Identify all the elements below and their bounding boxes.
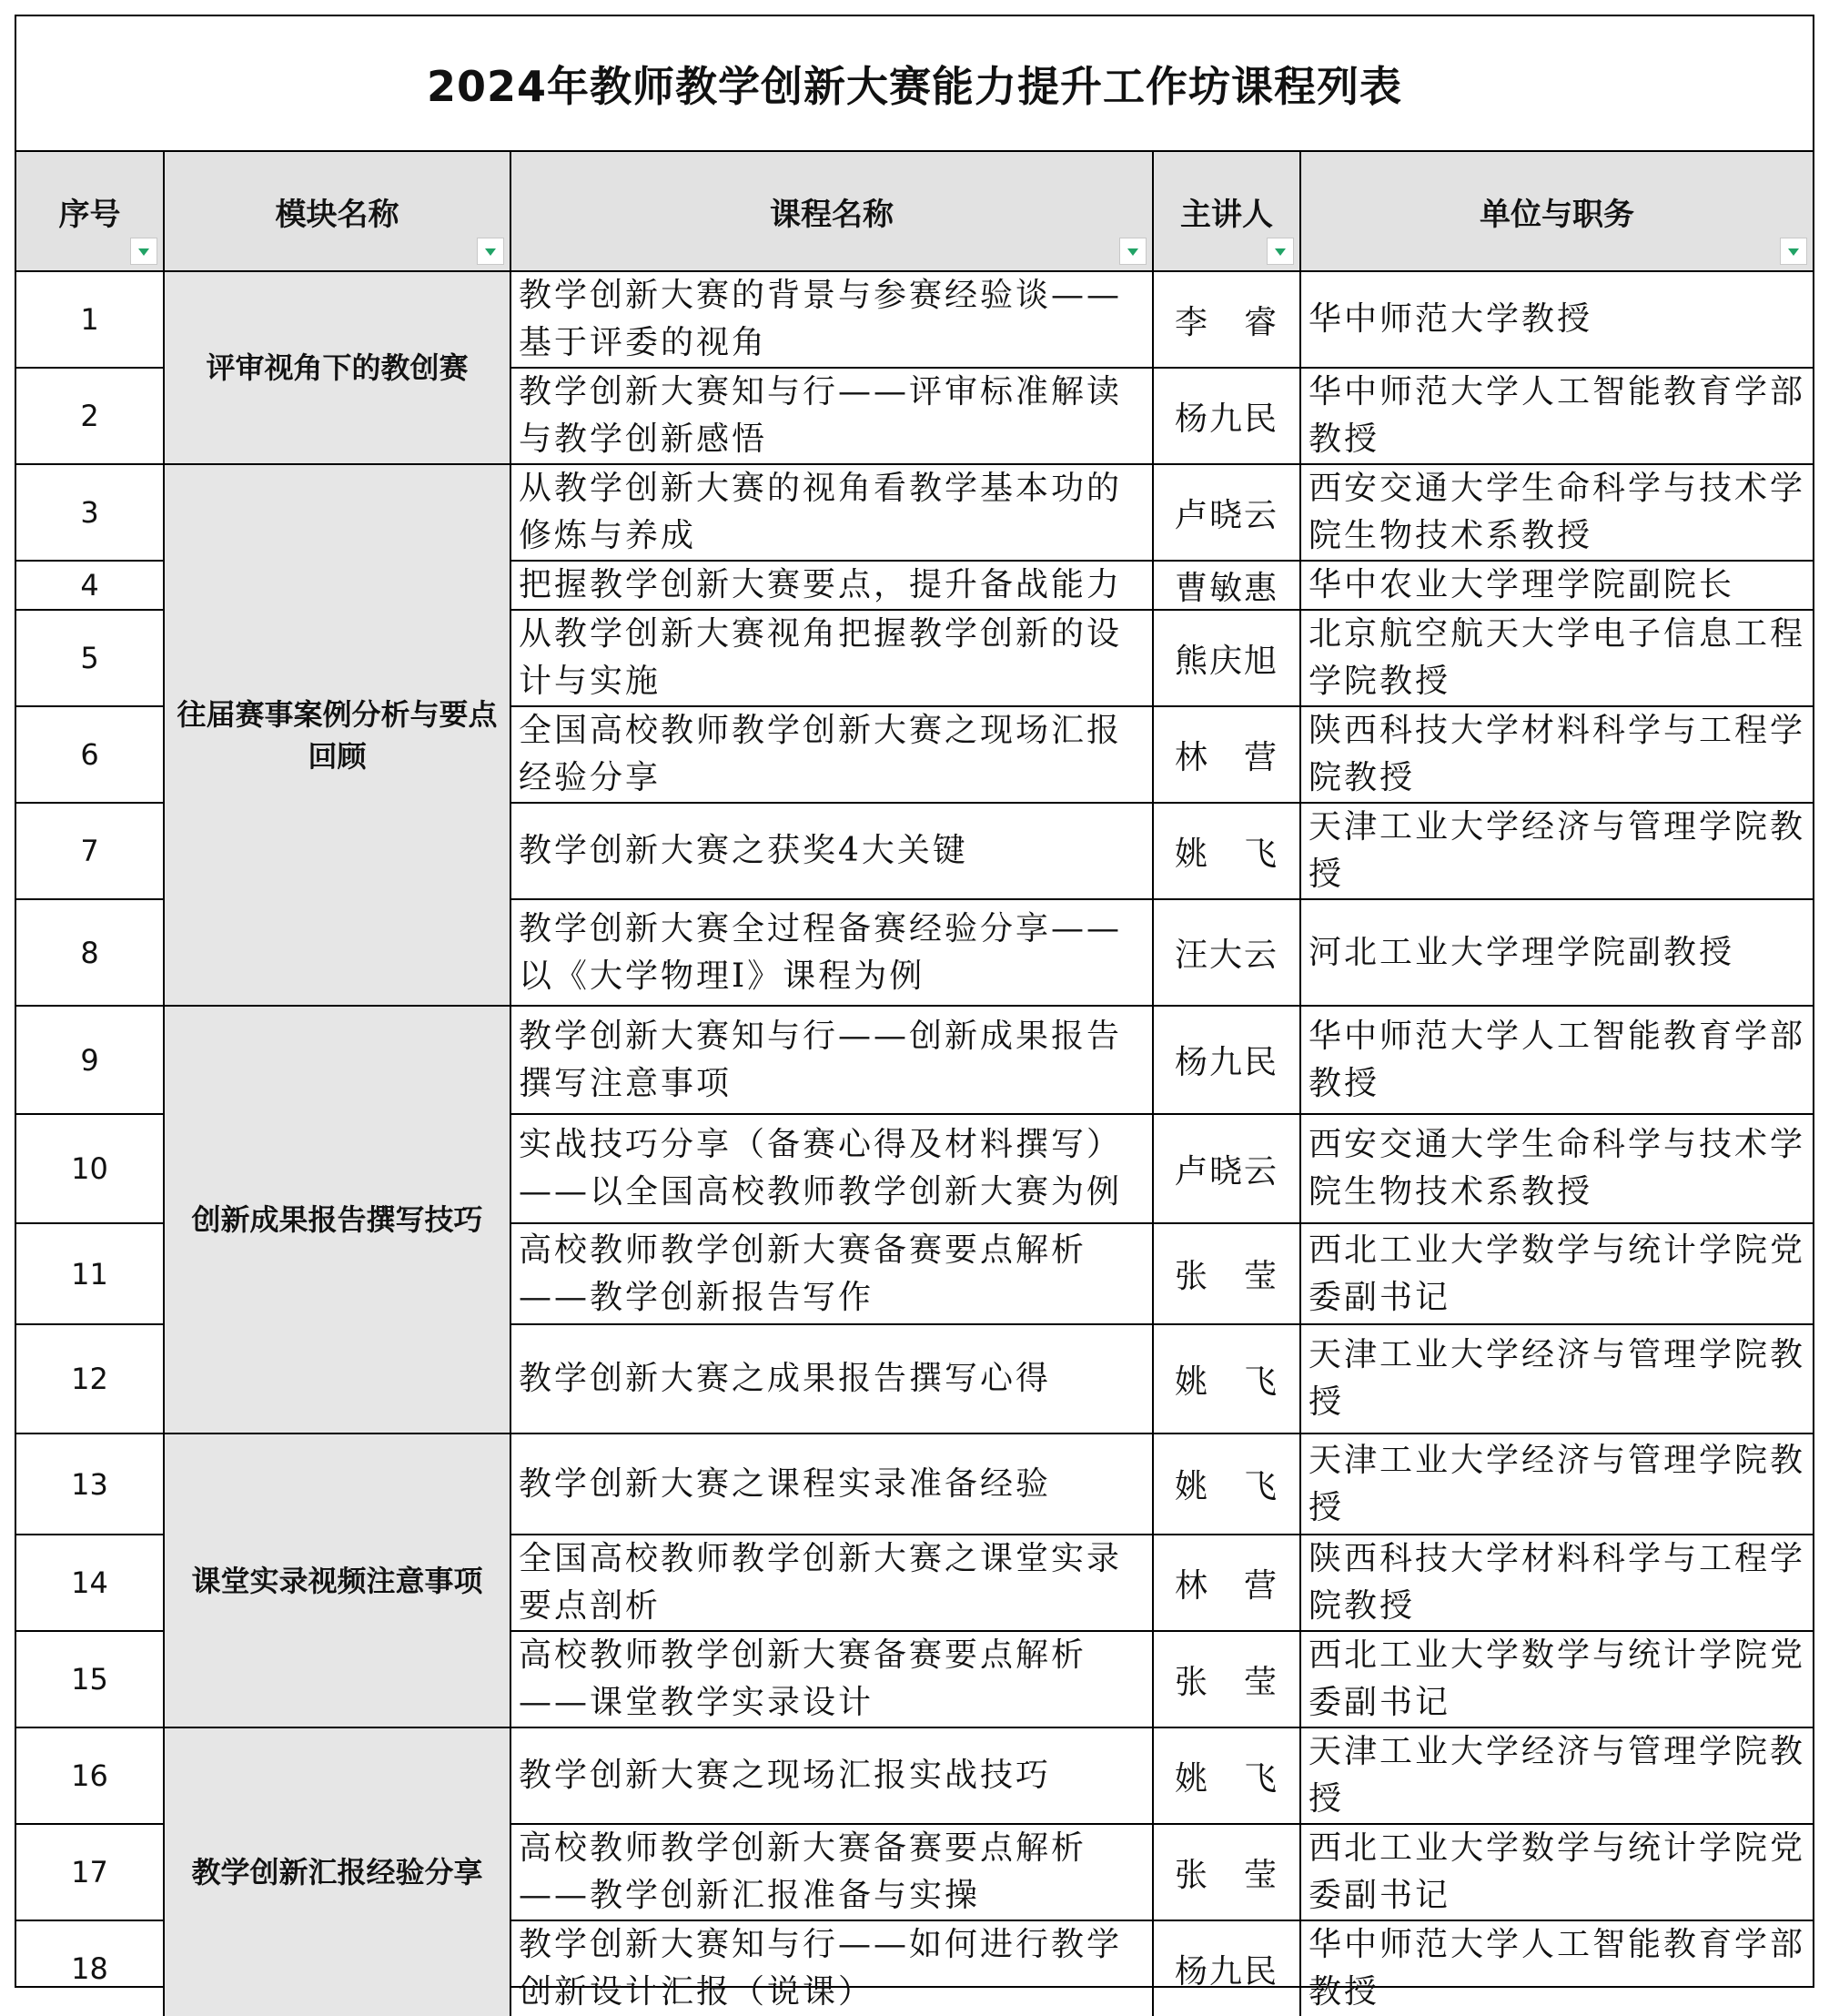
filter-dropdown-icon[interactable] [1267,238,1294,265]
unit-cell: 华中师范大学人工智能教育学部教授 [1300,368,1813,464]
lecturer-cell: 张 莹 [1153,1631,1300,1727]
course-cell: 教学创新大赛知与行——如何进行教学创新设计汇报（说课） [510,1920,1153,2016]
header-no-label: 序号 [58,196,121,233]
unit-cell: 天津工业大学经济与管理学院教授 [1300,1324,1813,1433]
course-cell: 实战技巧分享（备赛心得及材料撰写）——以全国高校教师教学创新大赛为例 [510,1114,1153,1223]
unit-cell: 天津工业大学经济与管理学院教授 [1300,1727,1813,1824]
header-course [510,152,1153,271]
filter-dropdown-icon[interactable] [1119,238,1147,265]
row-no: 1 [16,271,164,368]
course-cell: 教学创新大赛知与行——评审标准解读与教学创新感悟 [510,368,1153,464]
unit-cell: 天津工业大学经济与管理学院教授 [1300,803,1813,899]
header-lecturer-label: 主讲人 [1180,196,1273,233]
course-cell: 高校教师教学创新大赛备赛要点解析——教学创新汇报准备与实操 [510,1824,1153,1920]
lecturer-cell: 熊庆旭 [1153,610,1300,706]
header-lecturer [1153,152,1300,271]
unit-cell: 华中师范大学人工智能教育学部教授 [1300,1920,1813,2016]
sheet-title: 2024年教师教学创新大赛能力提升工作坊课程列表 [16,16,1813,152]
unit-cell: 北京航空航天大学电子信息工程学院教授 [1300,610,1813,706]
lecturer-cell: 曹敏惠 [1153,561,1300,610]
module-cell: 评审视角下的教创赛 [164,271,510,464]
table-row [16,1433,1813,1535]
module-cell: 课堂实录视频注意事项 [164,1433,510,1727]
header-row [16,152,1813,271]
unit-cell: 陕西科技大学材料科学与工程学院教授 [1300,1535,1813,1631]
row-no: 6 [16,706,164,803]
row-no: 2 [16,368,164,464]
header-course-label: 课程名称 [770,196,894,233]
row-no: 12 [16,1324,164,1433]
course-cell: 教学创新大赛之成果报告撰写心得 [510,1324,1153,1433]
course-cell: 教学创新大赛知与行——创新成果报告撰写注意事项 [510,1006,1153,1114]
row-no: 4 [16,561,164,610]
course-cell: 教学创新大赛的背景与参赛经验谈——基于评委的视角 [510,271,1153,368]
filter-dropdown-icon[interactable] [477,238,504,265]
header-unit [1300,152,1813,271]
row-no: 16 [16,1727,164,1824]
lecturer-cell: 汪大云 [1153,899,1300,1006]
module-cell: 创新成果报告撰写技巧 [164,1006,510,1433]
header-no [16,152,164,271]
lecturer-cell: 杨九民 [1153,1006,1300,1114]
course-cell: 把握教学创新大赛要点，提升备战能力 [510,561,1153,610]
lecturer-cell: 林 营 [1153,1535,1300,1631]
lecturer-cell: 张 莹 [1153,1824,1300,1920]
course-cell: 教学创新大赛之现场汇报实战技巧 [510,1727,1153,1824]
course-cell: 教学创新大赛之获奖4大关键 [510,803,1153,899]
course-cell: 从教学创新大赛视角把握教学创新的设计与实施 [510,610,1153,706]
lecturer-cell: 林 营 [1153,706,1300,803]
header-unit-label: 单位与职务 [1480,196,1634,233]
table-row [16,1006,1813,1114]
row-no: 15 [16,1631,164,1727]
lecturer-cell: 姚 飞 [1153,1727,1300,1824]
filter-dropdown-icon[interactable] [1780,238,1807,265]
lecturer-cell: 张 莹 [1153,1223,1300,1324]
unit-cell: 西北工业大学数学与统计学院党委副书记 [1300,1631,1813,1727]
unit-cell: 华中农业大学理学院副院长 [1300,561,1813,610]
course-cell: 从教学创新大赛的视角看教学基本功的修炼与养成 [510,464,1153,561]
unit-cell: 华中师范大学人工智能教育学部教授 [1300,1006,1813,1114]
course-cell: 教学创新大赛全过程备赛经验分享——以《大学物理I》课程为例 [510,899,1153,1006]
row-no: 11 [16,1223,164,1324]
table-row [16,271,1813,368]
row-no: 8 [16,899,164,1006]
course-cell: 高校教师教学创新大赛备赛要点解析——课堂教学实录设计 [510,1631,1153,1727]
unit-cell: 华中师范大学教授 [1300,271,1813,368]
row-no: 18 [16,1920,164,2016]
lecturer-cell: 李 睿 [1153,271,1300,368]
lecturer-cell: 姚 飞 [1153,803,1300,899]
row-no: 9 [16,1006,164,1114]
table-row [16,1727,1813,1824]
filter-dropdown-icon[interactable] [130,238,157,265]
row-no: 5 [16,610,164,706]
course-cell: 教学创新大赛之课程实录准备经验 [510,1433,1153,1535]
lecturer-cell: 卢晓云 [1153,1114,1300,1223]
header-module-label: 模块名称 [275,196,399,233]
lecturer-cell: 杨九民 [1153,368,1300,464]
lecturer-cell: 姚 飞 [1153,1433,1300,1535]
unit-cell: 西北工业大学数学与统计学院党委副书记 [1300,1824,1813,1920]
course-table [16,152,1813,2016]
row-no: 7 [16,803,164,899]
row-no: 14 [16,1535,164,1631]
row-no: 17 [16,1824,164,1920]
lecturer-cell: 卢晓云 [1153,464,1300,561]
module-cell: 教学创新汇报经验分享 [164,1727,510,2016]
unit-cell: 西安交通大学生命科学与技术学院生物技术系教授 [1300,464,1813,561]
row-no: 3 [16,464,164,561]
lecturer-cell: 姚 飞 [1153,1324,1300,1433]
lecturer-cell: 杨九民 [1153,1920,1300,2016]
row-no: 13 [16,1433,164,1535]
unit-cell: 河北工业大学理学院副教授 [1300,899,1813,1006]
unit-cell: 天津工业大学经济与管理学院教授 [1300,1433,1813,1535]
course-list-sheet [15,15,1814,2011]
module-cell: 往届赛事案例分析与要点回顾 [164,464,510,1006]
table-row [16,464,1813,561]
unit-cell: 西北工业大学数学与统计学院党委副书记 [1300,1223,1813,1324]
course-cell: 全国高校教师教学创新大赛之现场汇报经验分享 [510,706,1153,803]
course-cell: 全国高校教师教学创新大赛之课堂实录要点剖析 [510,1535,1153,1631]
course-cell: 高校教师教学创新大赛备赛要点解析——教学创新报告写作 [510,1223,1153,1324]
unit-cell: 西安交通大学生命科学与技术学院生物技术系教授 [1300,1114,1813,1223]
unit-cell: 陕西科技大学材料科学与工程学院教授 [1300,706,1813,803]
header-module [164,152,510,271]
row-no: 10 [16,1114,164,1223]
